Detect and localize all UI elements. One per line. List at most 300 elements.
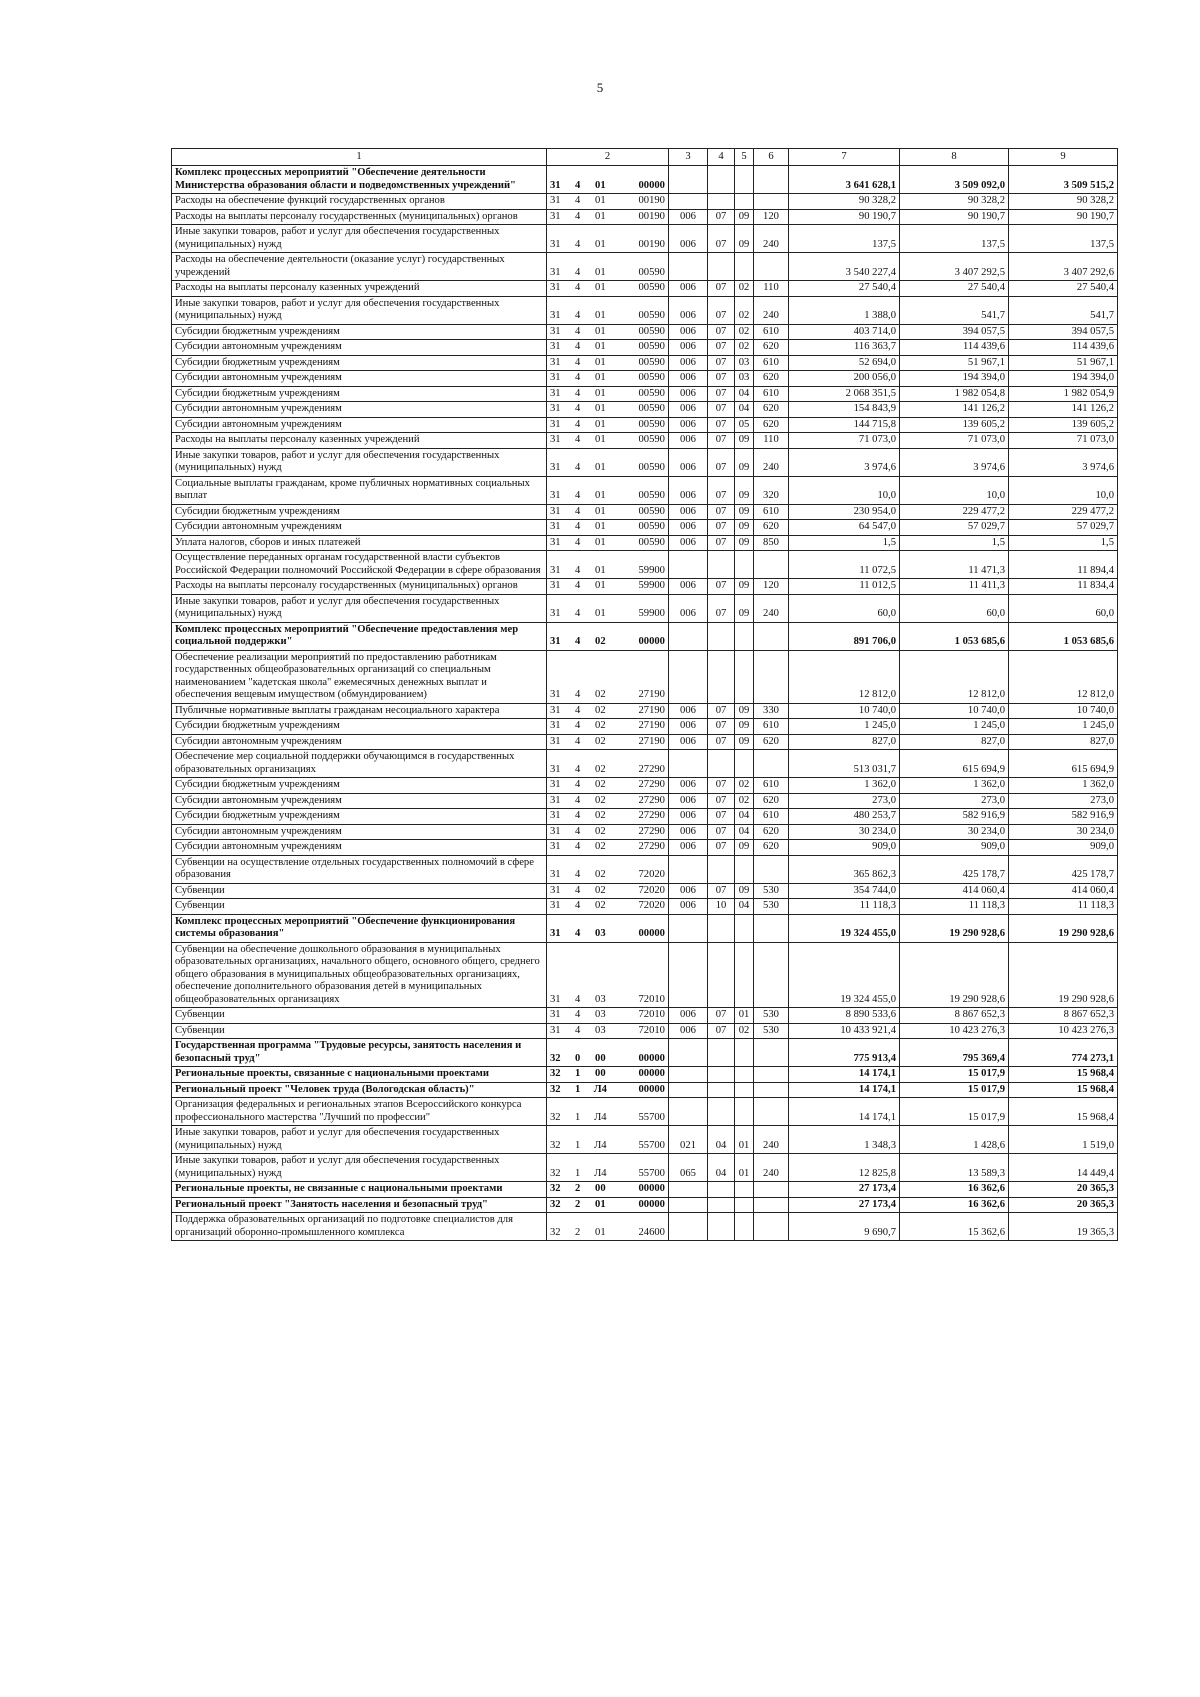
row-name: Иные закупки товаров, работ и услуг для обеспечения государственных (муниципальных) нужд (172, 296, 547, 324)
table-row (172, 750, 1118, 778)
row-name: Обеспечение реализации мероприятий по предоставлению работникам государственных общеобразовательных организаций со специальным наименованием "кадетская школа" ежемесячных денежных выплат и обеспечения вещевым имуществом (обмундированием) (172, 650, 547, 703)
table-row (172, 1098, 1118, 1126)
section-code (708, 650, 735, 703)
section-code (708, 1098, 735, 1126)
table-row (172, 402, 1118, 418)
code-part: 00590 (638, 266, 665, 278)
target-code (547, 1039, 669, 1067)
amount-col9: 11 834,4 (1009, 579, 1118, 595)
expense-type-code (754, 1197, 789, 1213)
amount-col8: 27 540,4 (900, 281, 1009, 297)
code-part: 01 (595, 325, 606, 337)
subsection-code: 09 (735, 448, 754, 476)
code-part: 2 (575, 1198, 581, 1210)
subsection-code: 09 (735, 719, 754, 735)
row-name: Иные закупки товаров, работ и услуг для обеспечения государственных (муниципальных) нужд (172, 225, 547, 253)
code-part: 01 (595, 179, 606, 191)
department-code (669, 1182, 708, 1198)
target-code (547, 433, 669, 449)
amount-col9: 19 290 928,6 (1009, 914, 1118, 942)
amount-col9: 114 439,6 (1009, 340, 1118, 356)
amount-col9: 774 273,1 (1009, 1039, 1118, 1067)
code-part: 01 (595, 521, 606, 532)
amount-col8: 11 118,3 (900, 899, 1009, 915)
section-code: 07 (708, 594, 735, 622)
amount-col7: 3 974,6 (789, 448, 900, 476)
amount-col7: 71 073,0 (789, 433, 900, 449)
target-code-parts (550, 506, 665, 519)
table-row (172, 340, 1118, 356)
amount-col7: 64 547,0 (789, 520, 900, 536)
row-name: Субсидии автономным учреждениям (172, 417, 547, 433)
table-row (172, 622, 1118, 650)
amount-col9: 30 234,0 (1009, 824, 1118, 840)
target-code-parts (550, 580, 665, 593)
target-code (547, 650, 669, 703)
amount-col9: 90 328,2 (1009, 194, 1118, 210)
code-part: 4 (575, 735, 581, 747)
amount-col9: 10,0 (1009, 476, 1118, 504)
code-part: 4 (575, 418, 581, 430)
amount-col9: 137,5 (1009, 225, 1118, 253)
department-code (669, 650, 708, 703)
code-part: 01 (595, 387, 606, 399)
amount-col8: 57 029,7 (900, 520, 1009, 536)
amount-col7: 144 715,8 (789, 417, 900, 433)
target-code-parts (550, 388, 665, 401)
code-part: 31 (550, 266, 561, 278)
code-part: 4 (575, 325, 581, 337)
department-code (669, 1197, 708, 1213)
code-part: 00590 (638, 387, 665, 399)
code-part: Л4 (594, 1139, 607, 1151)
section-code (708, 1182, 735, 1198)
amount-col7: 354 744,0 (789, 883, 900, 899)
row-name: Субвенции на осуществление отдельных государственных полномочий в сфере образования (172, 855, 547, 883)
code-part: 4 (575, 580, 581, 591)
target-code-parts (550, 779, 665, 792)
code-part: 31 (550, 735, 561, 747)
department-code: 006 (669, 520, 708, 536)
section-code (708, 551, 735, 579)
subsection-code: 02 (735, 296, 754, 324)
row-name: Обеспечение мер социальной поддержки обучающимся в государственных образовательных организациях (172, 750, 547, 778)
target-code (547, 793, 669, 809)
row-name: Организация федеральных и региональных этапов Всероссийского конкурса профессионального мастерства "Лучший по профессии" (172, 1098, 547, 1126)
subsection-code (735, 1098, 754, 1126)
subsection-code: 09 (735, 883, 754, 899)
table-row (172, 1182, 1118, 1198)
department-code: 006 (669, 476, 708, 504)
target-code-parts (550, 490, 665, 503)
expense-type-code: 120 (754, 209, 789, 225)
target-code (547, 371, 669, 387)
section-code (708, 1067, 735, 1083)
amount-col7: 2 068 351,5 (789, 386, 900, 402)
code-part: 32 (550, 1226, 561, 1238)
target-code-parts (550, 1025, 665, 1038)
department-code: 006 (669, 824, 708, 840)
amount-col8: 8 867 652,3 (900, 1008, 1009, 1024)
code-part: 03 (595, 1009, 606, 1020)
code-part: 00590 (638, 341, 665, 352)
department-code (669, 855, 708, 883)
code-part: 31 (550, 779, 561, 790)
subsection-code: 09 (735, 535, 754, 551)
row-name: Расходы на выплаты персоналу казенных учреждений (172, 433, 547, 449)
column-header: 1 (172, 149, 547, 166)
expense-type-code: 620 (754, 734, 789, 750)
target-code-parts (550, 1009, 665, 1022)
department-code (669, 166, 708, 194)
target-code (547, 1082, 669, 1098)
expense-type-code: 610 (754, 719, 789, 735)
amount-col8: 582 916,9 (900, 809, 1009, 825)
target-code (547, 225, 669, 253)
department-code: 006 (669, 899, 708, 915)
target-code (547, 809, 669, 825)
department-code: 006 (669, 371, 708, 387)
code-part: 00000 (638, 636, 665, 647)
amount-col9: 1 362,0 (1009, 778, 1118, 794)
amount-col8: 3 974,6 (900, 448, 1009, 476)
code-part: 01 (595, 1226, 606, 1238)
department-code: 006 (669, 504, 708, 520)
code-part: 01 (595, 238, 606, 250)
target-code (547, 1197, 669, 1213)
row-name: Субсидии автономным учреждениям (172, 793, 547, 809)
amount-col7: 775 913,4 (789, 1039, 900, 1067)
target-code-parts (550, 419, 665, 432)
code-part: 4 (575, 763, 581, 775)
code-part: 31 (550, 900, 561, 911)
code-part: 72010 (638, 993, 665, 1005)
subsection-code: 09 (735, 703, 754, 719)
section-code: 07 (708, 883, 735, 899)
code-part: 31 (550, 580, 561, 591)
amount-col7: 891 706,0 (789, 622, 900, 650)
row-name: Региональный проект "Занятость населения и безопасный труд" (172, 1197, 547, 1213)
subsection-code (735, 1082, 754, 1098)
code-part: 03 (595, 993, 606, 1005)
amount-col8: 15 017,9 (900, 1082, 1009, 1098)
row-name: Государственная программа "Трудовые ресурсы, занятость населения и безопасный труд" (172, 1039, 547, 1067)
code-part: Л4 (594, 1111, 607, 1123)
target-code (547, 253, 669, 281)
department-code: 006 (669, 719, 708, 735)
amount-col7: 14 174,1 (789, 1082, 900, 1098)
code-part: 2 (575, 1183, 581, 1194)
section-code (708, 855, 735, 883)
amount-col8: 139 605,2 (900, 417, 1009, 433)
expense-type-code: 610 (754, 355, 789, 371)
amount-col9: 15 968,4 (1009, 1082, 1118, 1098)
code-part: 00000 (638, 179, 665, 191)
amount-col7: 827,0 (789, 734, 900, 750)
department-code: 006 (669, 281, 708, 297)
code-part: 32 (550, 1183, 561, 1194)
code-part: 02 (595, 810, 606, 821)
row-name: Субвенции (172, 883, 547, 899)
amount-col7: 365 862,3 (789, 855, 900, 883)
subsection-code: 02 (735, 778, 754, 794)
code-part: 02 (595, 900, 606, 911)
code-part: 2 (575, 1226, 581, 1238)
table-row (172, 1039, 1118, 1067)
target-code-parts (550, 1168, 665, 1181)
row-name: Субсидии бюджетным учреждениям (172, 778, 547, 794)
expense-type-code: 620 (754, 371, 789, 387)
amount-col9: 1 982 054,9 (1009, 386, 1118, 402)
table-row (172, 1213, 1118, 1241)
code-part: 59900 (638, 564, 665, 576)
subsection-code (735, 166, 754, 194)
row-name: Расходы на обеспечение функций государственных органов (172, 194, 547, 210)
department-code: 006 (669, 793, 708, 809)
code-part: 4 (575, 869, 581, 880)
code-part: 4 (575, 341, 581, 352)
section-code: 07 (708, 840, 735, 856)
code-part: 02 (595, 884, 606, 896)
code-part: 00590 (638, 282, 665, 293)
code-part: 31 (550, 521, 561, 532)
target-code (547, 324, 669, 340)
section-code: 07 (708, 281, 735, 297)
row-name: Уплата налогов, сборов и иных платежей (172, 535, 547, 551)
target-code-parts (550, 720, 665, 733)
amount-col9: 3 407 292,6 (1009, 253, 1118, 281)
amount-col9: 8 867 652,3 (1009, 1008, 1118, 1024)
amount-col9: 3 509 515,2 (1009, 166, 1118, 194)
row-name: Региональный проект "Человек труда (Вологодская область)" (172, 1082, 547, 1098)
row-name: Субсидии бюджетным учреждениям (172, 809, 547, 825)
code-part: 4 (575, 521, 581, 532)
code-part: 4 (575, 636, 581, 647)
row-name: Расходы на выплаты персоналу государственных (муниципальных) органов (172, 209, 547, 225)
code-part: 31 (550, 462, 561, 473)
expense-type-code: 110 (754, 281, 789, 297)
code-part: 55700 (638, 1111, 665, 1123)
amount-col7: 19 324 455,0 (789, 914, 900, 942)
table-row (172, 1126, 1118, 1154)
code-part: 31 (550, 794, 561, 806)
target-code-parts (550, 764, 665, 777)
table-row (172, 883, 1118, 899)
department-code: 006 (669, 594, 708, 622)
section-code: 07 (708, 209, 735, 225)
code-part: 27190 (638, 735, 665, 747)
amount-col9: 414 060,4 (1009, 883, 1118, 899)
section-code: 07 (708, 448, 735, 476)
column-header: 8 (900, 149, 1009, 166)
target-code (547, 355, 669, 371)
target-code (547, 1008, 669, 1024)
target-code (547, 551, 669, 579)
row-name: Иные закупки товаров, работ и услуг для обеспечения государственных (муниципальных) нужд (172, 594, 547, 622)
section-code: 04 (708, 1126, 735, 1154)
code-part: 01 (595, 536, 606, 548)
department-code: 006 (669, 355, 708, 371)
target-code-parts (550, 928, 665, 941)
table-row (172, 840, 1118, 856)
code-part: 31 (550, 636, 561, 647)
code-part: 01 (595, 210, 606, 222)
target-code-parts (550, 195, 665, 208)
code-part: 4 (575, 1009, 581, 1020)
code-part: 01 (595, 372, 606, 383)
amount-col8: 1 245,0 (900, 719, 1009, 735)
amount-col8: 10 740,0 (900, 703, 1009, 719)
expense-type-code (754, 1098, 789, 1126)
section-code: 07 (708, 579, 735, 595)
table-row (172, 703, 1118, 719)
amount-col9: 194 394,0 (1009, 371, 1118, 387)
section-code: 07 (708, 402, 735, 418)
amount-col8: 15 362,6 (900, 1213, 1009, 1241)
code-part: 1 (575, 1083, 581, 1095)
amount-col7: 3 641 628,1 (789, 166, 900, 194)
code-part: 4 (575, 434, 581, 445)
amount-col8: 394 057,5 (900, 324, 1009, 340)
code-part: 55700 (638, 1167, 665, 1179)
code-part: 02 (595, 794, 606, 806)
department-code: 006 (669, 809, 708, 825)
code-part: 1 (575, 1068, 581, 1079)
code-part: 27190 (638, 720, 665, 731)
amount-col8: 15 017,9 (900, 1098, 1009, 1126)
section-code: 10 (708, 899, 735, 915)
code-part: 31 (550, 689, 561, 700)
code-part: 4 (575, 238, 581, 250)
subsection-code: 09 (735, 476, 754, 504)
amount-col8: 90 328,2 (900, 194, 1009, 210)
table-row (172, 650, 1118, 703)
code-part: 01 (595, 490, 606, 501)
row-name: Комплекс процессных мероприятий "Обеспечение деятельности Министерства образования области и подведомственных учреждений" (172, 166, 547, 194)
code-part: 4 (575, 810, 581, 821)
subsection-code (735, 1213, 754, 1241)
code-part: 4 (575, 310, 581, 321)
section-code: 07 (708, 719, 735, 735)
row-name: Субсидии бюджетным учреждениям (172, 719, 547, 735)
code-part: 4 (575, 195, 581, 206)
table-row (172, 778, 1118, 794)
code-part: 4 (575, 1024, 581, 1036)
target-code-parts (550, 900, 665, 913)
section-code (708, 194, 735, 210)
target-code-parts (550, 310, 665, 323)
code-part: 31 (550, 564, 561, 576)
subsection-code (735, 1067, 754, 1083)
row-name: Субсидии автономным учреждениям (172, 840, 547, 856)
subsection-code: 02 (735, 340, 754, 356)
code-part: 4 (575, 490, 581, 501)
section-code: 07 (708, 793, 735, 809)
amount-col9: 1,5 (1009, 535, 1118, 551)
target-code-parts (550, 282, 665, 295)
amount-col7: 137,5 (789, 225, 900, 253)
amount-col9: 19 290 928,6 (1009, 942, 1118, 1008)
amount-col7: 513 031,7 (789, 750, 900, 778)
code-part: 27190 (638, 704, 665, 716)
table-row (172, 166, 1118, 194)
department-code: 006 (669, 883, 708, 899)
department-code: 006 (669, 417, 708, 433)
code-part: 72020 (638, 869, 665, 880)
amount-col8: 12 812,0 (900, 650, 1009, 703)
code-part: 32 (550, 1139, 561, 1151)
code-part: 32 (550, 1198, 561, 1210)
table-row (172, 209, 1118, 225)
code-part: 32 (550, 1167, 561, 1179)
table-row (172, 194, 1118, 210)
code-part: 02 (595, 636, 606, 647)
amount-col8: 141 126,2 (900, 402, 1009, 418)
amount-col9: 15 968,4 (1009, 1098, 1118, 1126)
subsection-code: 09 (735, 504, 754, 520)
amount-col7: 10 433 921,4 (789, 1023, 900, 1039)
target-code (547, 622, 669, 650)
row-name: Субсидии бюджетным учреждениям (172, 386, 547, 402)
expense-type-code: 240 (754, 1126, 789, 1154)
expense-type-code: 610 (754, 324, 789, 340)
target-code-parts (550, 1183, 665, 1196)
department-code: 006 (669, 579, 708, 595)
code-part: 4 (575, 462, 581, 473)
amount-col8: 194 394,0 (900, 371, 1009, 387)
code-part: 31 (550, 1009, 561, 1020)
target-code (547, 719, 669, 735)
amount-col9: 15 968,4 (1009, 1067, 1118, 1083)
expense-type-code (754, 1067, 789, 1083)
subsection-code: 04 (735, 809, 754, 825)
target-code-parts (550, 885, 665, 898)
code-part: 31 (550, 720, 561, 731)
expense-type-code: 620 (754, 340, 789, 356)
code-part: 27290 (638, 841, 665, 852)
code-part: 00190 (638, 195, 665, 206)
code-part: 02 (595, 763, 606, 775)
section-code: 07 (708, 734, 735, 750)
row-name: Расходы на выплаты персоналу казенных учреждений (172, 281, 547, 297)
amount-col7: 200 056,0 (789, 371, 900, 387)
code-part: 27290 (638, 810, 665, 821)
code-part: 00590 (638, 325, 665, 337)
code-part: 4 (575, 689, 581, 700)
amount-col9: 19 365,3 (1009, 1213, 1118, 1241)
amount-col8: 615 694,9 (900, 750, 1009, 778)
code-part: 31 (550, 238, 561, 250)
code-part: 4 (575, 403, 581, 414)
subsection-code: 09 (735, 225, 754, 253)
table-row (172, 942, 1118, 1008)
amount-col9: 394 057,5 (1009, 324, 1118, 340)
section-code (708, 1039, 735, 1067)
code-part: 32 (550, 1083, 561, 1095)
target-code (547, 942, 669, 1008)
code-part: 01 (595, 580, 606, 591)
code-part: 01 (595, 356, 606, 368)
row-name: Комплекс процессных мероприятий "Обеспечение функционирования системы образования" (172, 914, 547, 942)
row-name: Осуществление переданных органам государственной власти субъектов Российской Федерации полномочий Российской Федерации в сфере образования (172, 551, 547, 579)
target-code (547, 914, 669, 942)
subsection-code: 02 (735, 1023, 754, 1039)
code-part: 02 (595, 689, 606, 700)
expense-type-code: 620 (754, 402, 789, 418)
department-code: 006 (669, 324, 708, 340)
target-code (547, 1126, 669, 1154)
column-header: 4 (708, 149, 735, 166)
